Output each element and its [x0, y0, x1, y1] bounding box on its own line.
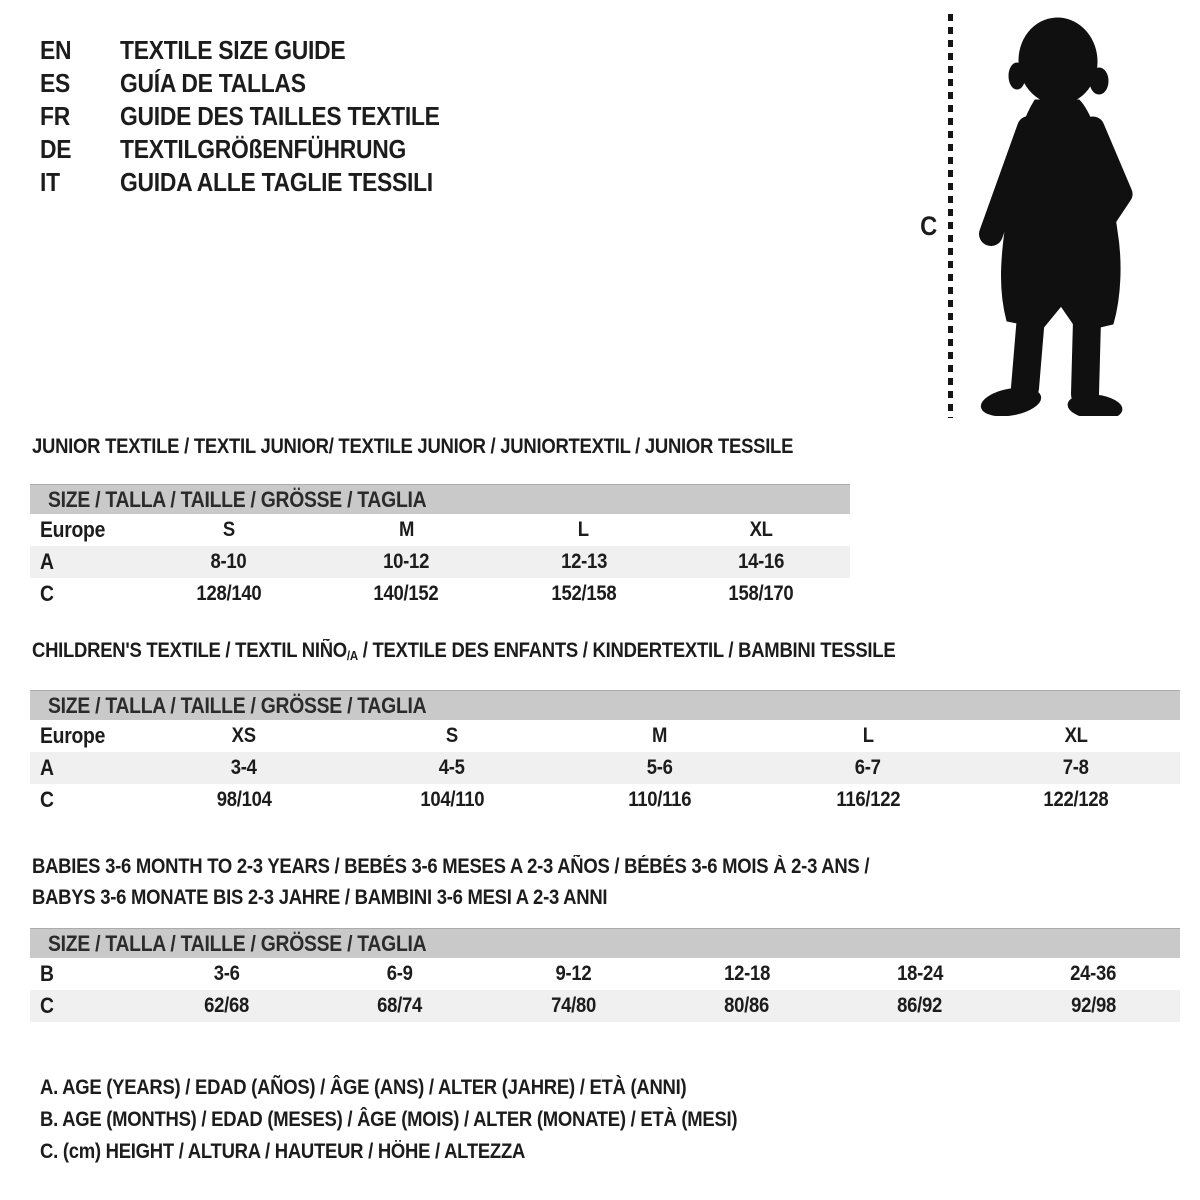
cell-value: 3-4 — [231, 756, 257, 779]
language-code: IT — [40, 167, 60, 197]
cell-value: XS — [231, 724, 257, 747]
legend-line-b: B. AGE (MONTHS) / EDAD (MESES) / ÂGE (MOIS) / ALTER (MONATE) / ETÀ (MESI) — [40, 1108, 738, 1131]
cell-value: 4-5 — [439, 756, 465, 779]
cell-value: 24-36 — [1070, 962, 1117, 985]
language-title: TEXTILE SIZE GUIDE — [120, 35, 346, 65]
language-title: GUÍA DE TALLAS — [120, 68, 306, 98]
cell-value: 7-8 — [1063, 756, 1089, 779]
cell-value: 68/74 — [377, 994, 423, 1017]
language-code: FR — [40, 101, 70, 131]
language-row-fr — [40, 100, 483, 133]
cell-value: 3-6 — [213, 962, 240, 985]
cell-value: M — [652, 724, 668, 747]
cell-value: 12-13 — [560, 550, 607, 573]
height-measure-dashed-line — [948, 14, 953, 418]
cell-value: 8-10 — [210, 550, 247, 573]
cell-value: 10-12 — [383, 550, 430, 573]
language-code: DE — [40, 134, 72, 164]
cell-value: L — [862, 724, 874, 747]
childrens-textile-table — [30, 638, 1180, 816]
size-header-bar: SIZE / TALLA / TAILLE / GRÖSSE / TAGLIA — [30, 928, 1180, 958]
size-header-bar: SIZE / TALLA / TAILLE / GRÖSSE / TAGLIA — [30, 484, 850, 514]
cell-value: S — [222, 518, 235, 541]
cell-value: 74/80 — [550, 994, 596, 1017]
table-row-b — [30, 958, 1180, 990]
table-title: JUNIOR TEXTILE / TEXTIL JUNIOR/ TEXTILE JUNIOR / JUNIORTEXTIL / JUNIOR TESSILE — [32, 435, 794, 458]
cell-value: L — [578, 518, 590, 541]
row-label: A — [40, 755, 54, 780]
cell-value: 18-24 — [897, 962, 943, 985]
language-title: TEXTILGRÖßENFÜHRUNG — [120, 134, 407, 164]
cell-value: 86/92 — [897, 994, 943, 1017]
toddler-silhouette-icon — [973, 16, 1137, 416]
cell-value: 152/158 — [551, 582, 617, 605]
language-row-de — [40, 133, 483, 166]
babies-textile-table — [30, 851, 1180, 1022]
table-row-c — [30, 990, 1180, 1022]
cell-value: 12-18 — [723, 962, 770, 985]
cell-value: 98/104 — [216, 788, 272, 811]
height-measure-label: C — [920, 211, 938, 241]
legend-line-c: C. (cm) HEIGHT / ALTURA / HAUTEUR / HÖHE / ALTEZZA — [40, 1140, 526, 1163]
cell-value: 14-16 — [738, 550, 785, 573]
row-label: C — [40, 993, 54, 1018]
table-row-europe — [30, 720, 1180, 752]
cell-value: 140/152 — [373, 582, 439, 605]
measurement-legend — [40, 1072, 832, 1168]
legend-line-a: A. AGE (YEARS) / EDAD (AÑOS) / ÂGE (ANS) / ALTER (JAHRE) / ETÀ (ANNI) — [40, 1076, 687, 1099]
language-code: ES — [40, 68, 71, 98]
row-label: A — [40, 549, 54, 574]
cell-value: 158/170 — [728, 582, 794, 605]
cell-value: 62/68 — [204, 994, 250, 1017]
cell-value: 5-6 — [647, 756, 673, 779]
cell-value: 6-9 — [387, 962, 413, 985]
cell-value: 110/116 — [628, 788, 692, 811]
language-title: GUIDA ALLE TAGLIE TESSILI — [120, 167, 433, 197]
cell-value: 122/128 — [1043, 788, 1109, 811]
table-row-c — [30, 784, 1180, 816]
title-subscript: /A — [346, 647, 358, 663]
cell-value: 128/140 — [196, 582, 262, 605]
table-row-a — [30, 546, 850, 578]
row-label: Europe — [40, 723, 106, 748]
row-label: C — [40, 581, 54, 606]
cell-value: 80/86 — [724, 994, 770, 1017]
row-label: C — [40, 787, 54, 812]
cell-value: XL — [1064, 724, 1088, 747]
language-row-es — [40, 67, 483, 100]
table-title: CHILDREN'S TEXTILE / TEXTIL NIÑO/A / TEXTILE DES ENFANTS / KINDERTEXTIL / BAMBINI TESSILE — [32, 639, 896, 663]
table-row-europe — [30, 514, 850, 546]
cell-value: 9-12 — [555, 962, 592, 985]
cell-value: 92/98 — [1070, 994, 1116, 1017]
row-label: B — [40, 961, 54, 986]
row-label: Europe — [40, 517, 106, 542]
cell-value: 104/110 — [420, 788, 484, 811]
language-title-list — [40, 34, 483, 199]
cell-value: 116/122 — [836, 788, 900, 811]
cell-value: 6-7 — [855, 756, 881, 779]
language-title: GUIDE DES TAILLES TEXTILE — [120, 101, 440, 131]
junior-textile-table — [30, 434, 850, 610]
table-row-c — [30, 578, 850, 610]
language-row-en — [40, 34, 483, 67]
table-title: BABIES 3-6 MONTH TO 2-3 YEARS / BEBÉS 3-6 MESES A 2-3 AÑOS / BÉBÉS 3-6 MOIS À 2-3 ANS / BABYS 3-6 MONATE BIS 2-3 JAHRE / BAMBINI 3-6 MESI A 2-3 ANNI — [32, 855, 870, 909]
cell-value: M — [398, 518, 414, 541]
size-header-bar: SIZE / TALLA / TAILLE / GRÖSSE / TAGLIA — [30, 690, 1180, 720]
cell-value: XL — [749, 518, 773, 541]
language-code: EN — [40, 35, 72, 65]
cell-value: S — [445, 724, 459, 747]
language-row-it — [40, 166, 483, 199]
table-row-a — [30, 752, 1180, 784]
